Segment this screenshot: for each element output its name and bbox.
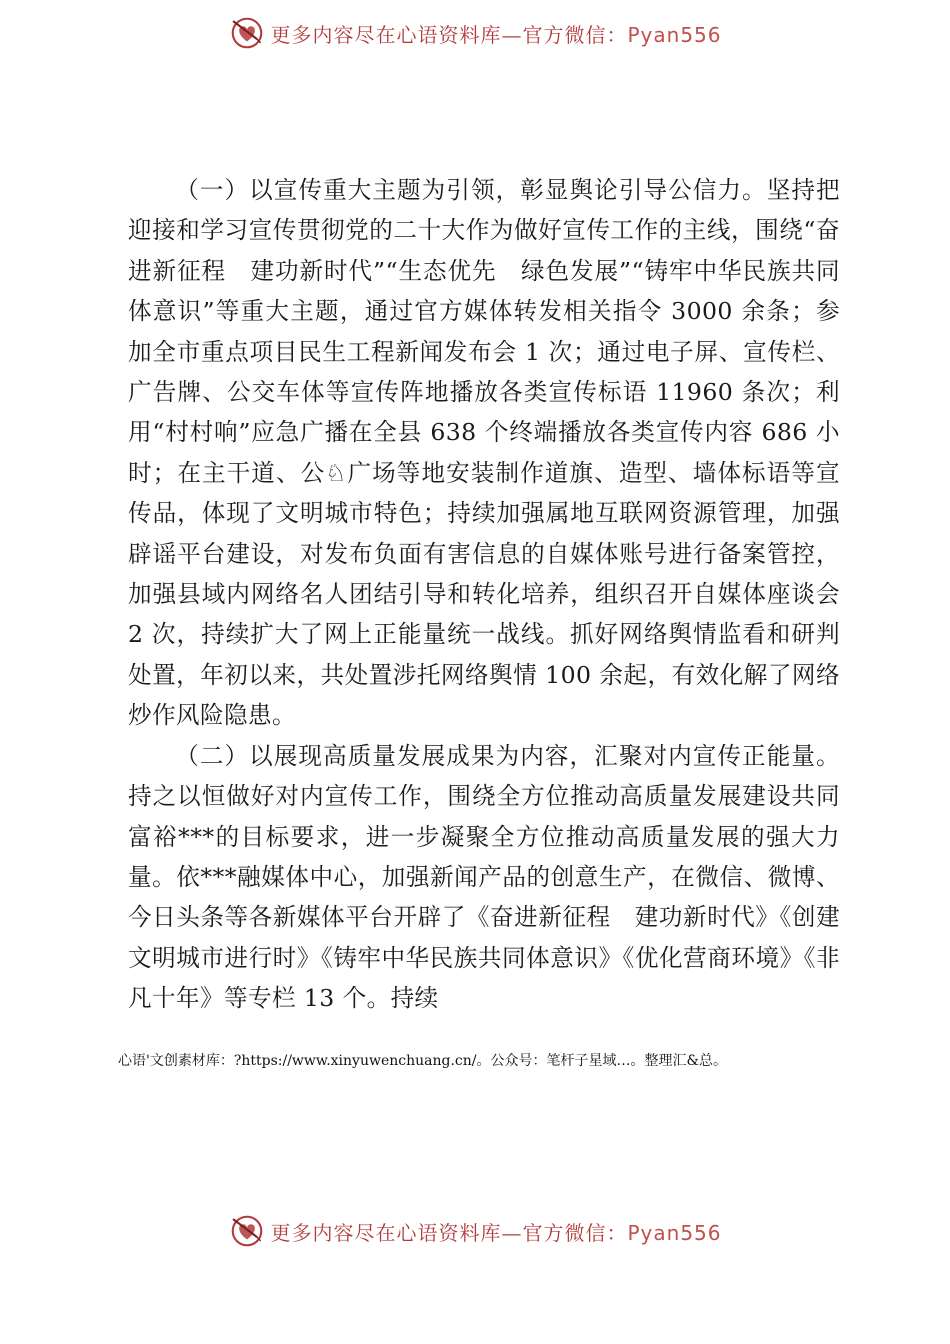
banner-text: 更多内容尽在心语资料库—官方微信：Pyan556 (270, 1220, 722, 1245)
heart-pen-logo-icon (228, 1212, 266, 1250)
paragraph-1: （一）以宣传重大主题为引领，彰显舆论引导公信力。坚持把迎接和学习宣传贯彻党的二十大作为做好宣传工作的主线，围绕“奋进新征程 建功新时代”“生态优先 绿色发展”“铸牢中华民族共同体意识”等重大主题，通过官方媒体转发相关指令 3000 余条；参加全市重点项目民生工程新闻发布会 1 次；通过电子屏、宣传栏、广告牌、公交车体等宣传阵地播放各类宣传标语 11960 条次；利用“村村响”应急广播在全县 638 个终端播放各类宣传内容 686 小时；在主干道、公♘广场等地安装制作道旗、造型、墙体标语等宣传品，体现了文明城市特色；持续加强属地互联网资源管理，加强辟谣平台建设，对发布负面有害信息的自媒体账号进行备案管控，加强县域内网络名人团结引导和转化培养，组织召开自媒体座谈会 2 次，持续扩大了网上正能量统一战线。抓好网络舆情监看和研判处置，年初以来，共处置涉托网络舆情 100 余起，有效化解了网络炒作风险隐患。 (128, 176, 840, 730)
banner-text: 更多内容尽在心语资料库—官方微信：Pyan556 (270, 22, 722, 47)
paragraph-2: （二）以展现高质量发展成果为内容，汇聚对内宣传正能量。持之以恒做好对内宣传工作，围绕全方位推动高质量发展建设共同富裕***的目标要求，进一步凝聚全方位推动高质量发展的强大力量。依***融媒体中心，加强新闻产品的创意生产，在微信、微博、今日头条等各新媒体平台开辟了《奋进新征程 建功新时代》《创建文明城市进行时》《铸牢中华民族共同体意识》《优化营商环境》《非凡十年》等专栏 13 个。持续 (128, 741, 840, 1013)
document-body (128, 170, 840, 1019)
bottom-banner (0, 1206, 950, 1256)
source-footnote: 心语'文创素材库：?https://www.xinyuwenchuang.cn/。公众号：笔杆子星域…。整理汇&总。 (118, 1053, 727, 1069)
heart-pen-logo-icon (228, 14, 266, 52)
top-banner (0, 8, 950, 58)
